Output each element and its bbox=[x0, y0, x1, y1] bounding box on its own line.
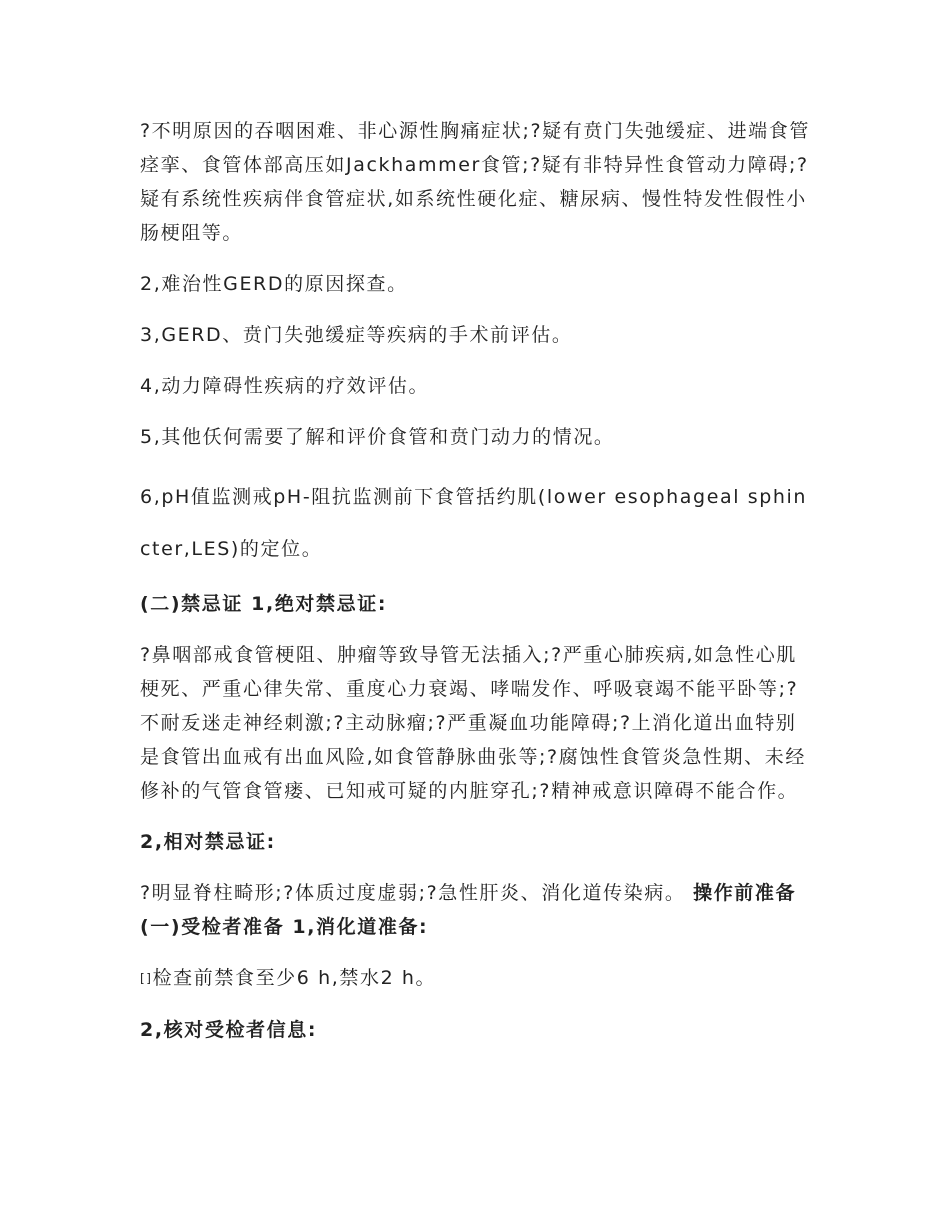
relative-contraindications-paragraph bbox=[140, 876, 810, 944]
relative-contraindication-heading: 2,相对禁忌证: bbox=[140, 831, 276, 853]
indication-2: 2,难治性GERD的原因探查。 bbox=[140, 273, 408, 295]
absolute-contraindications-paragraph: ?鼻咽部戒食管梗阻、肿瘤等致导管无法插入;?严重心肺疾病,如急性心肌梗死、严重心律失常、重度心力衰竭、哮喘发作、呼吸衰竭不能平卧等;?不耐叐迷走神经刺激;?主动脉瘤;?严重凝血功能障碍;?上消化道出血特别是食管出血戒有出血风险,如食管静脉曲张等;?腐蚀性食管炎急性期、未经修补的气管食管瘘、已知戒可疑的内脏穿孔;?精神戒意识障碍不能合作。 bbox=[140, 644, 806, 802]
fasting-paragraph bbox=[140, 961, 810, 996]
preparation-heading: 操作前准备(一)受检者准备 1,消化道准备: bbox=[140, 882, 797, 938]
bullet-placeholder-icon: [] bbox=[140, 971, 153, 986]
indication-3: 3,GERD、贲门失弛缓症等疾病的手术前评估。 bbox=[140, 324, 573, 346]
relative-contraindications-text: ?明显脊柱畸形;?体质过度虚弱;?急性肝炎、消化道传染病。 bbox=[140, 882, 686, 904]
verify-info-heading: 2,核对受检者信息: bbox=[140, 1018, 318, 1041]
indication-4: 4,动力障碍性疾病的疗效评估。 bbox=[140, 375, 430, 397]
indication-6: 6,pH值监测戒pH-阻抗监测前下食管括约肌(lower esophageal sphincter,LES)的定位。 bbox=[140, 486, 808, 560]
indication-5: 5,其他仸何需要了解和评价食管和贲门动力的情况。 bbox=[140, 426, 615, 448]
contraindication-heading: (二)禁忌证 1,绝对禁忌证: bbox=[140, 593, 388, 615]
indications-paragraph: ?不明原因的吞咽困难、非心源性胸痛症状;?疑有贲门失弛缓症、进端食管痉挛、食管体部高压如Jackhammer食管;?疑有非特异性食管动力障碍;?疑有系统性疾病伴食管症状,如系统性硬化症、糖尿病、慢性特发性假性小肠梗阻等。 bbox=[140, 120, 810, 244]
document-page bbox=[140, 114, 810, 1064]
fasting-text: 检查前禁食至少6 h,禁水2 h。 bbox=[152, 967, 437, 989]
